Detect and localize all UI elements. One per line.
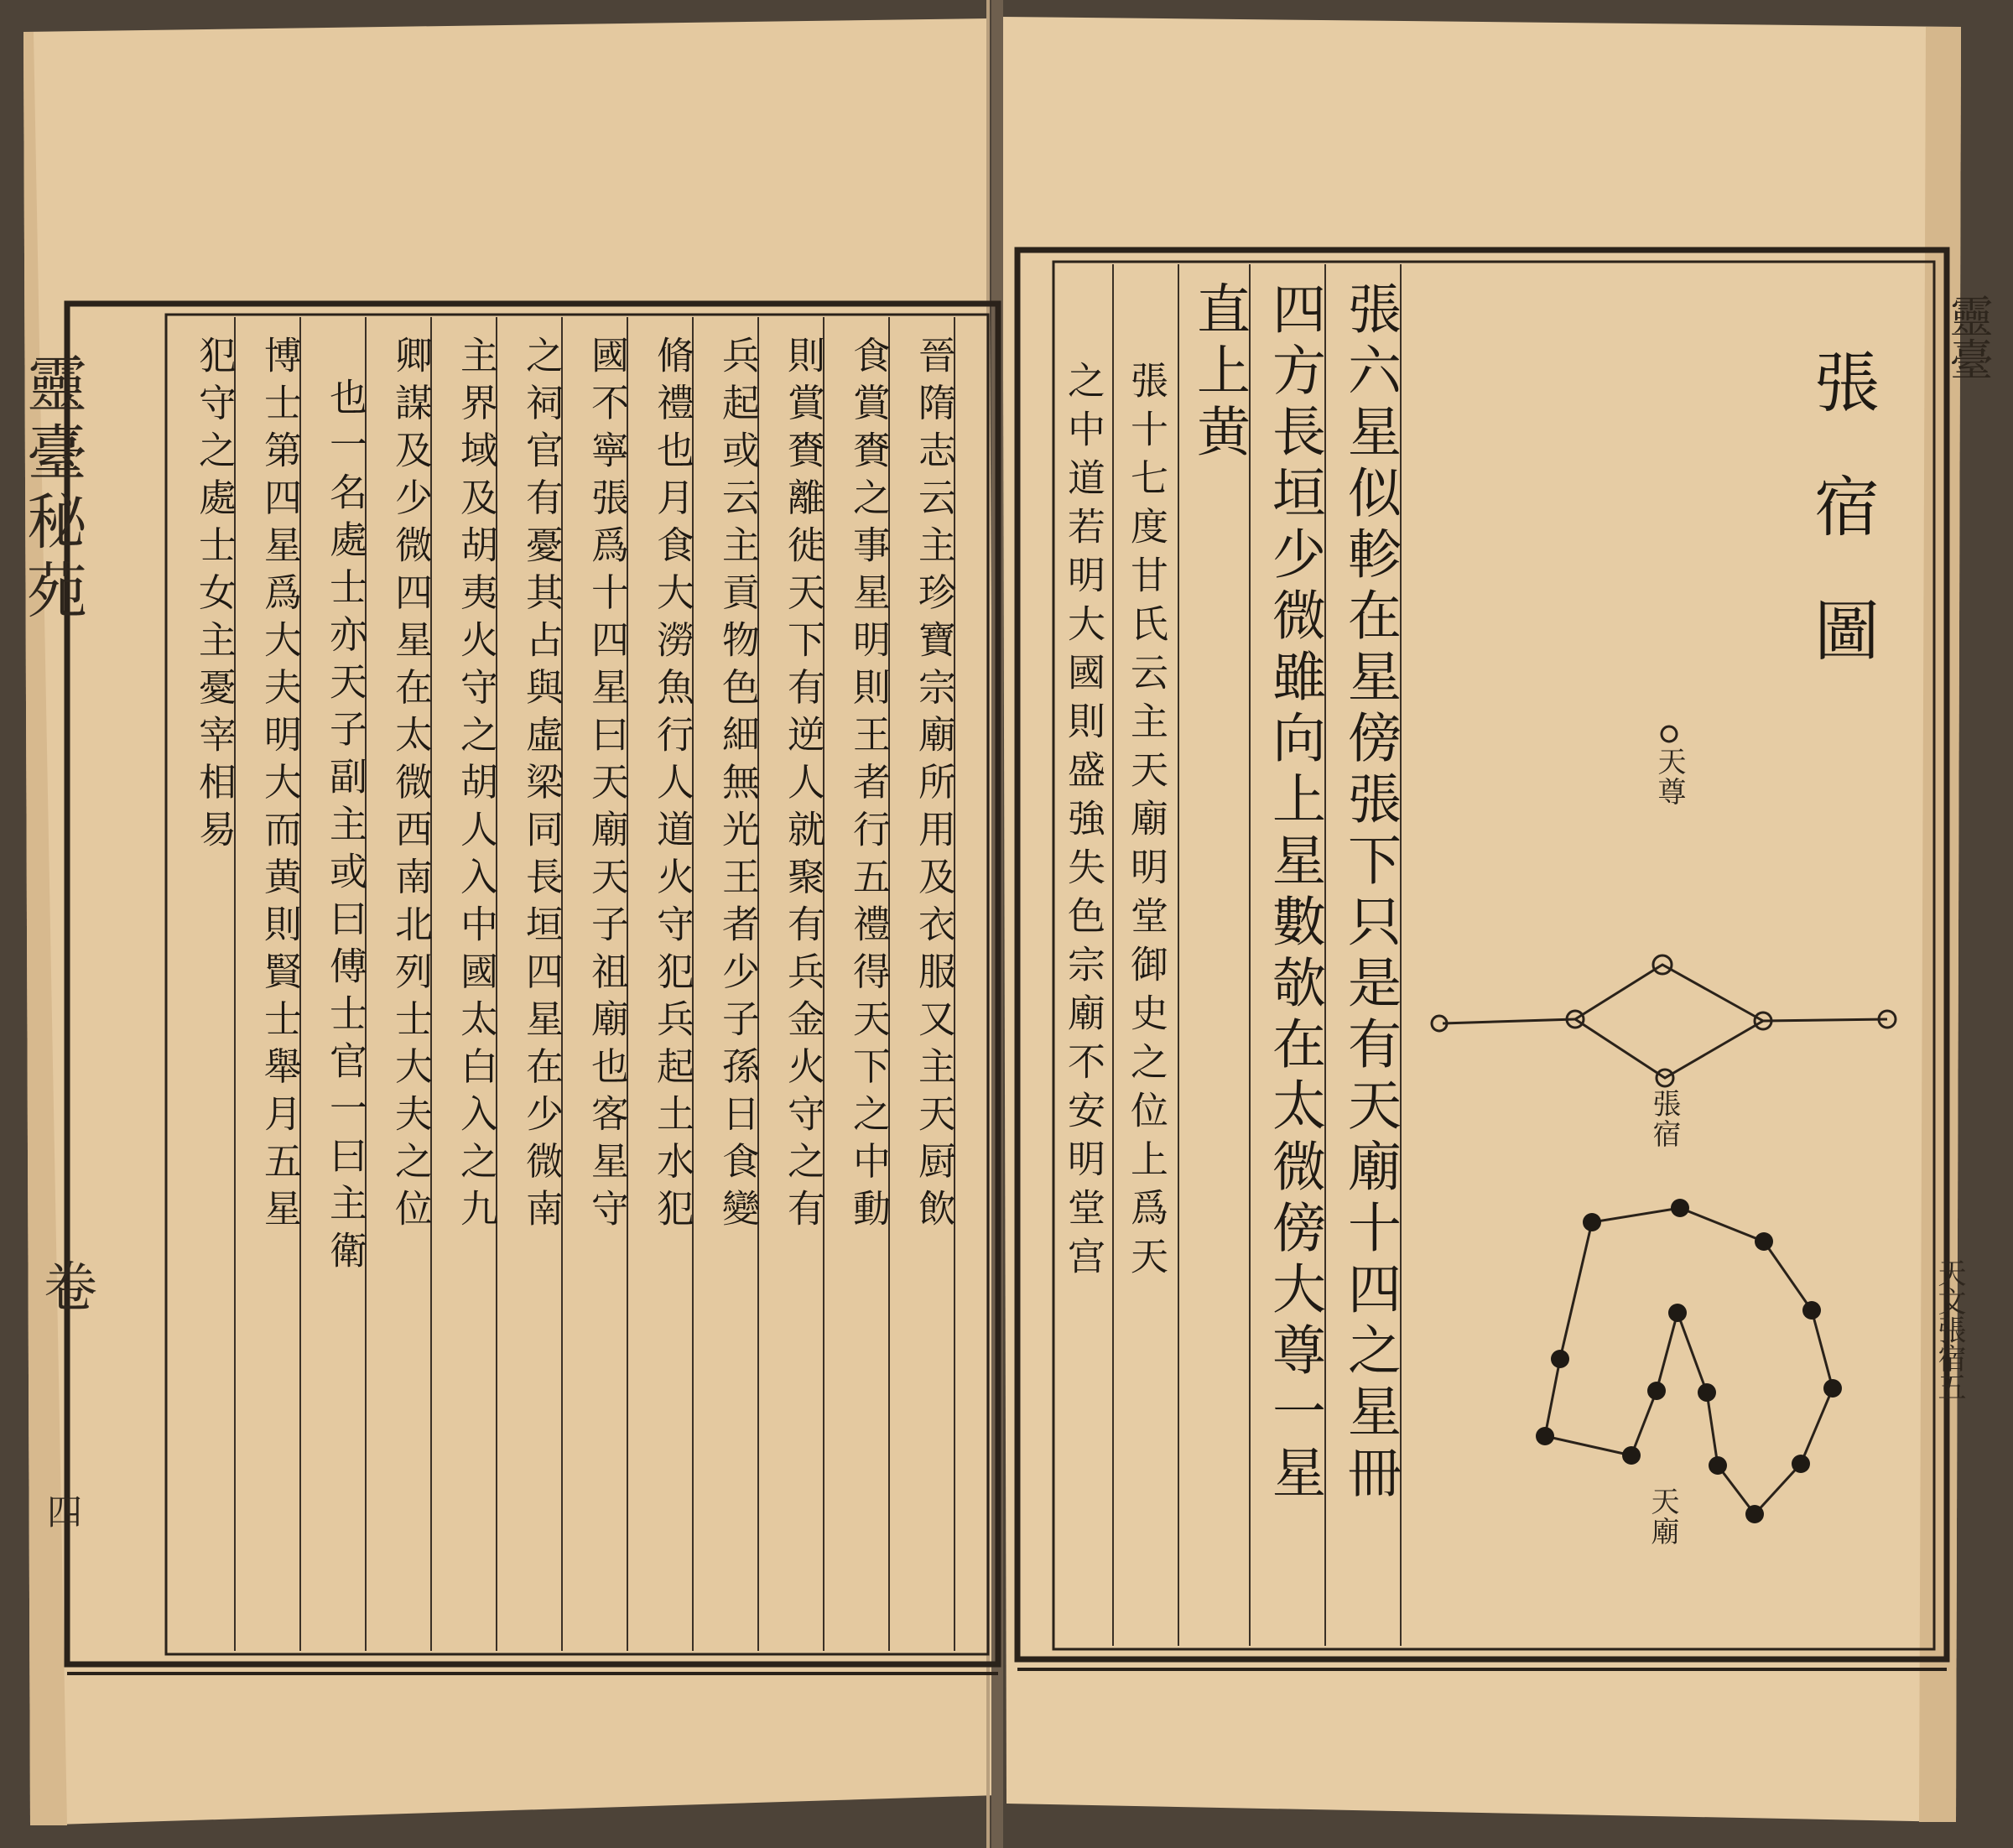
commentary-column-1: 張十七度甘氏云主天廟明堂御史之位上爲天 xyxy=(1124,361,1168,1285)
left-text-column-2: 食賞賚之事星明則王者行五禮得天下之中動 xyxy=(846,336,891,1236)
left-text-column-6: 國不寧張爲十四星曰天廟天子祖廟也客星守 xyxy=(585,336,629,1236)
left-text-column-3: 則賞賚離徙天下有逆人就聚有兵金火守之有 xyxy=(781,336,825,1236)
star-label-zhangxiu: 張宿 xyxy=(1647,1089,1681,1149)
left-folio-page: 四 xyxy=(42,1493,83,1528)
left-folio-title: 靈臺秘苑 xyxy=(17,352,87,627)
diagram-title: 張宿圖 xyxy=(1803,348,1879,721)
left-text-column-5: 脩禮也月食大澇魚行人道火守犯兵起土水犯 xyxy=(650,336,694,1236)
left-text-column-9: 卿謀及少微四星在太微西南北列士大夫之位 xyxy=(388,336,433,1236)
left-text-column-10: 也一名處士亦天子副主或曰傅士官一曰主衛 xyxy=(323,377,367,1278)
right-folio-label: 天文張宿五 xyxy=(1932,1258,1966,1401)
star-label-tianzun: 天尊 xyxy=(1652,747,1686,807)
star-label-tianmiao: 天廟 xyxy=(1646,1486,1679,1547)
left-text-column-4: 兵起或云主貢物色細無光王者少子孫日食變 xyxy=(715,336,760,1236)
left-folio-section: 卷 xyxy=(34,1258,96,1312)
verse-column-1: 張六星似軫在星傍張下只是有天廟十四之星冊 xyxy=(1339,281,1401,1506)
verse-column-2: 四方長垣少微雖向上星數欹在太微傍大尊一星 xyxy=(1263,281,1325,1506)
left-text-column-1: 晉隋志云主珍寶宗廟所用及衣服又主天厨飲 xyxy=(912,336,956,1236)
verse-column-3: 直上黄 xyxy=(1188,281,1250,465)
left-text-column-7: 之祠官有憂其占與虛梁同長垣四星在少微南 xyxy=(519,336,564,1236)
left-text-column-12: 犯守之處士女主憂宰相易 xyxy=(192,336,237,857)
left-text-column-8: 主界域及胡夷火守之胡人入中國太白入之九 xyxy=(454,336,498,1236)
right-folio-top: 靈臺 xyxy=(1942,294,1992,381)
commentary-column-2: 之中道若明大國則盛強失色宗廟不安明堂宫 xyxy=(1061,361,1105,1285)
left-text-column-11: 博士第四星爲大夫明大而黄則賢士舉月五星 xyxy=(257,336,302,1236)
